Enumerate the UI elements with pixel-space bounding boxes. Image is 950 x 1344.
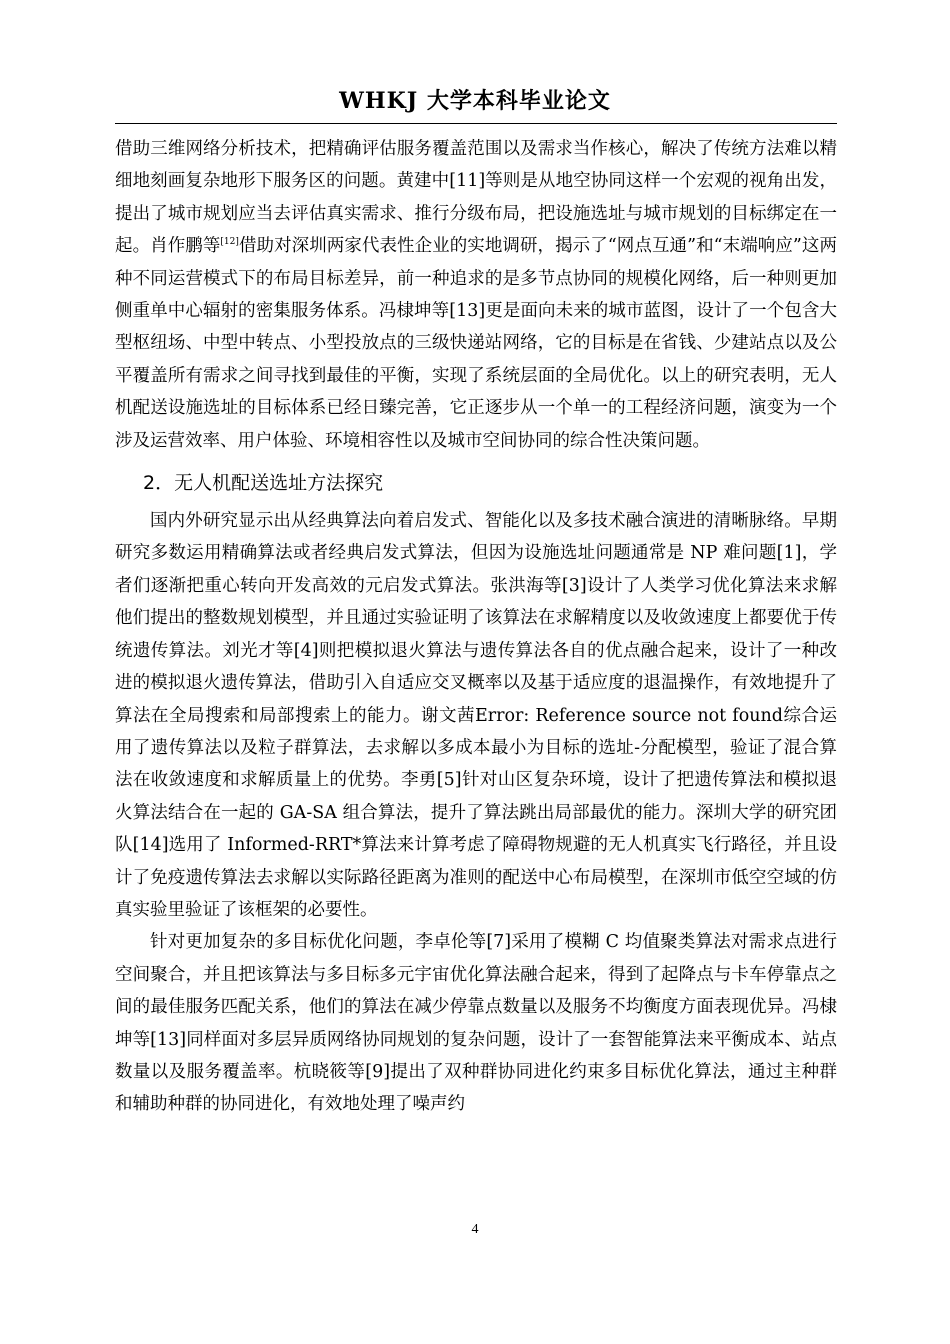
document-body: [115, 133, 837, 1121]
paragraph-multi-objective: 针对更加复杂的多目标优化问题，李卓伦等[7]采用了模糊 C 均值聚类算法对需求点进行空间聚合，并且把该算法与多目标多元宇宙优化算法融合起来，得到了起降点与卡车停靠点之间的最佳服务匹配关系，他们的算法在减少停靠点数量以及服务不均衡度方面表现优异。冯棣坤等[13]同样面对多层异质网络协同规划的复杂问题，设计了一套智能算法来平衡成本、站点数量以及服务覆盖率。杭晓筱等[9]提出了双种群协同进化约束多目标优化算法，通过主种群和辅助种群的协同进化，有效地处理了噪声约: [115, 932, 837, 1115]
page-number: 4: [471, 1222, 479, 1237]
section-heading: 2．无人机配送选址方法探究: [143, 472, 384, 495]
paragraph-methods: 国内外研究显示出从经典算法向着启发式、智能化以及多技术融合演进的清晰脉络。早期研究多数运用精确算法或者经典启发式算法，但因为设施选址问题通常是 NP 难问题[1]，学者们逐渐把重心转向开发高效的元启发式算法。张洪海等[3]设计了人类学习优化算法来求解他们提出的整数规划模型，并且通过实验证明了该算法在求解精度以及收敛速度上都要优于传统遗传算法。刘光才等[4]则把模拟退火算法与遗传算法各自的优点融合起来，设计了一种改进的模拟退火遗传算法，借助引入自适应交叉概率以及基于适应度的退温操作，有效地提升了算法在全局搜索和局部搜索上的能力。谢文茜Error: Reference source not found综合运用了遗传算法以及粒子群算法，去求解以多成本最小为目标的选址-分配模型，验证了混合算法在收敛速度和求解质量上的优势。李勇[5]针对山区复杂环境，设计了把遗传算法和模拟退火算法结合在一起的 GA-SA 组合算法，提升了算法跳出局部最优的能力。深圳大学的研究团队[14]选用了 Informed-RRT*算法来计算考虑了障碍物规避的无人机真实飞行路径，并且设计了免疫遗传算法去求解以实际路径距离为准则的配送中心布局模型，在深圳市低空空域的仿真实验里验证了该框架的必要性。: [115, 511, 837, 920]
citation-superscript: [12]: [220, 237, 239, 248]
paragraph-continuation: [115, 133, 837, 457]
paragraph-text: 借助三维网络分析技术，把精确评估服务覆盖范围以及需求当作核心，解决了传统方法难以精细地刻画复杂地形下服务区的问题。黄建中[11]等则是从地空协同这样一个宏观的视角出发，提出了城市规划应当去评估真实需求、推行分级布局，把设施选址与城市规划的目标绑定在一起。肖作鹏等: [115, 139, 837, 257]
header-rule: [115, 123, 837, 124]
running-header: WHKJ 大学本科毕业论文: [339, 88, 611, 114]
paragraph-text: 借助对深圳两家代表性企业的实地调研，揭示了“网点互通”和“末端响应”这两种不同运营模式下的布局目标差异，前一种追求的是多节点协同的规模化网络，后一种则更加侧重单中心辐射的密集服务体系。冯棣坤等[13]更是面向未来的城市蓝图，设计了一个包含大型枢纽场、中型中转点、小型投放点的三级快递站网络，它的目标是在省钱、少建站点以及公平覆盖所有需求之间寻找到最佳的平衡，实现了系统层面的全局优化。以上的研究表明，无人机配送设施选址的目标体系已经日臻完善，它正逐步从一个单一的工程经济问题，演变为一个涉及运营效率、用户体验、环境相容性以及城市空间协同的综合性决策问题。: [115, 236, 837, 451]
